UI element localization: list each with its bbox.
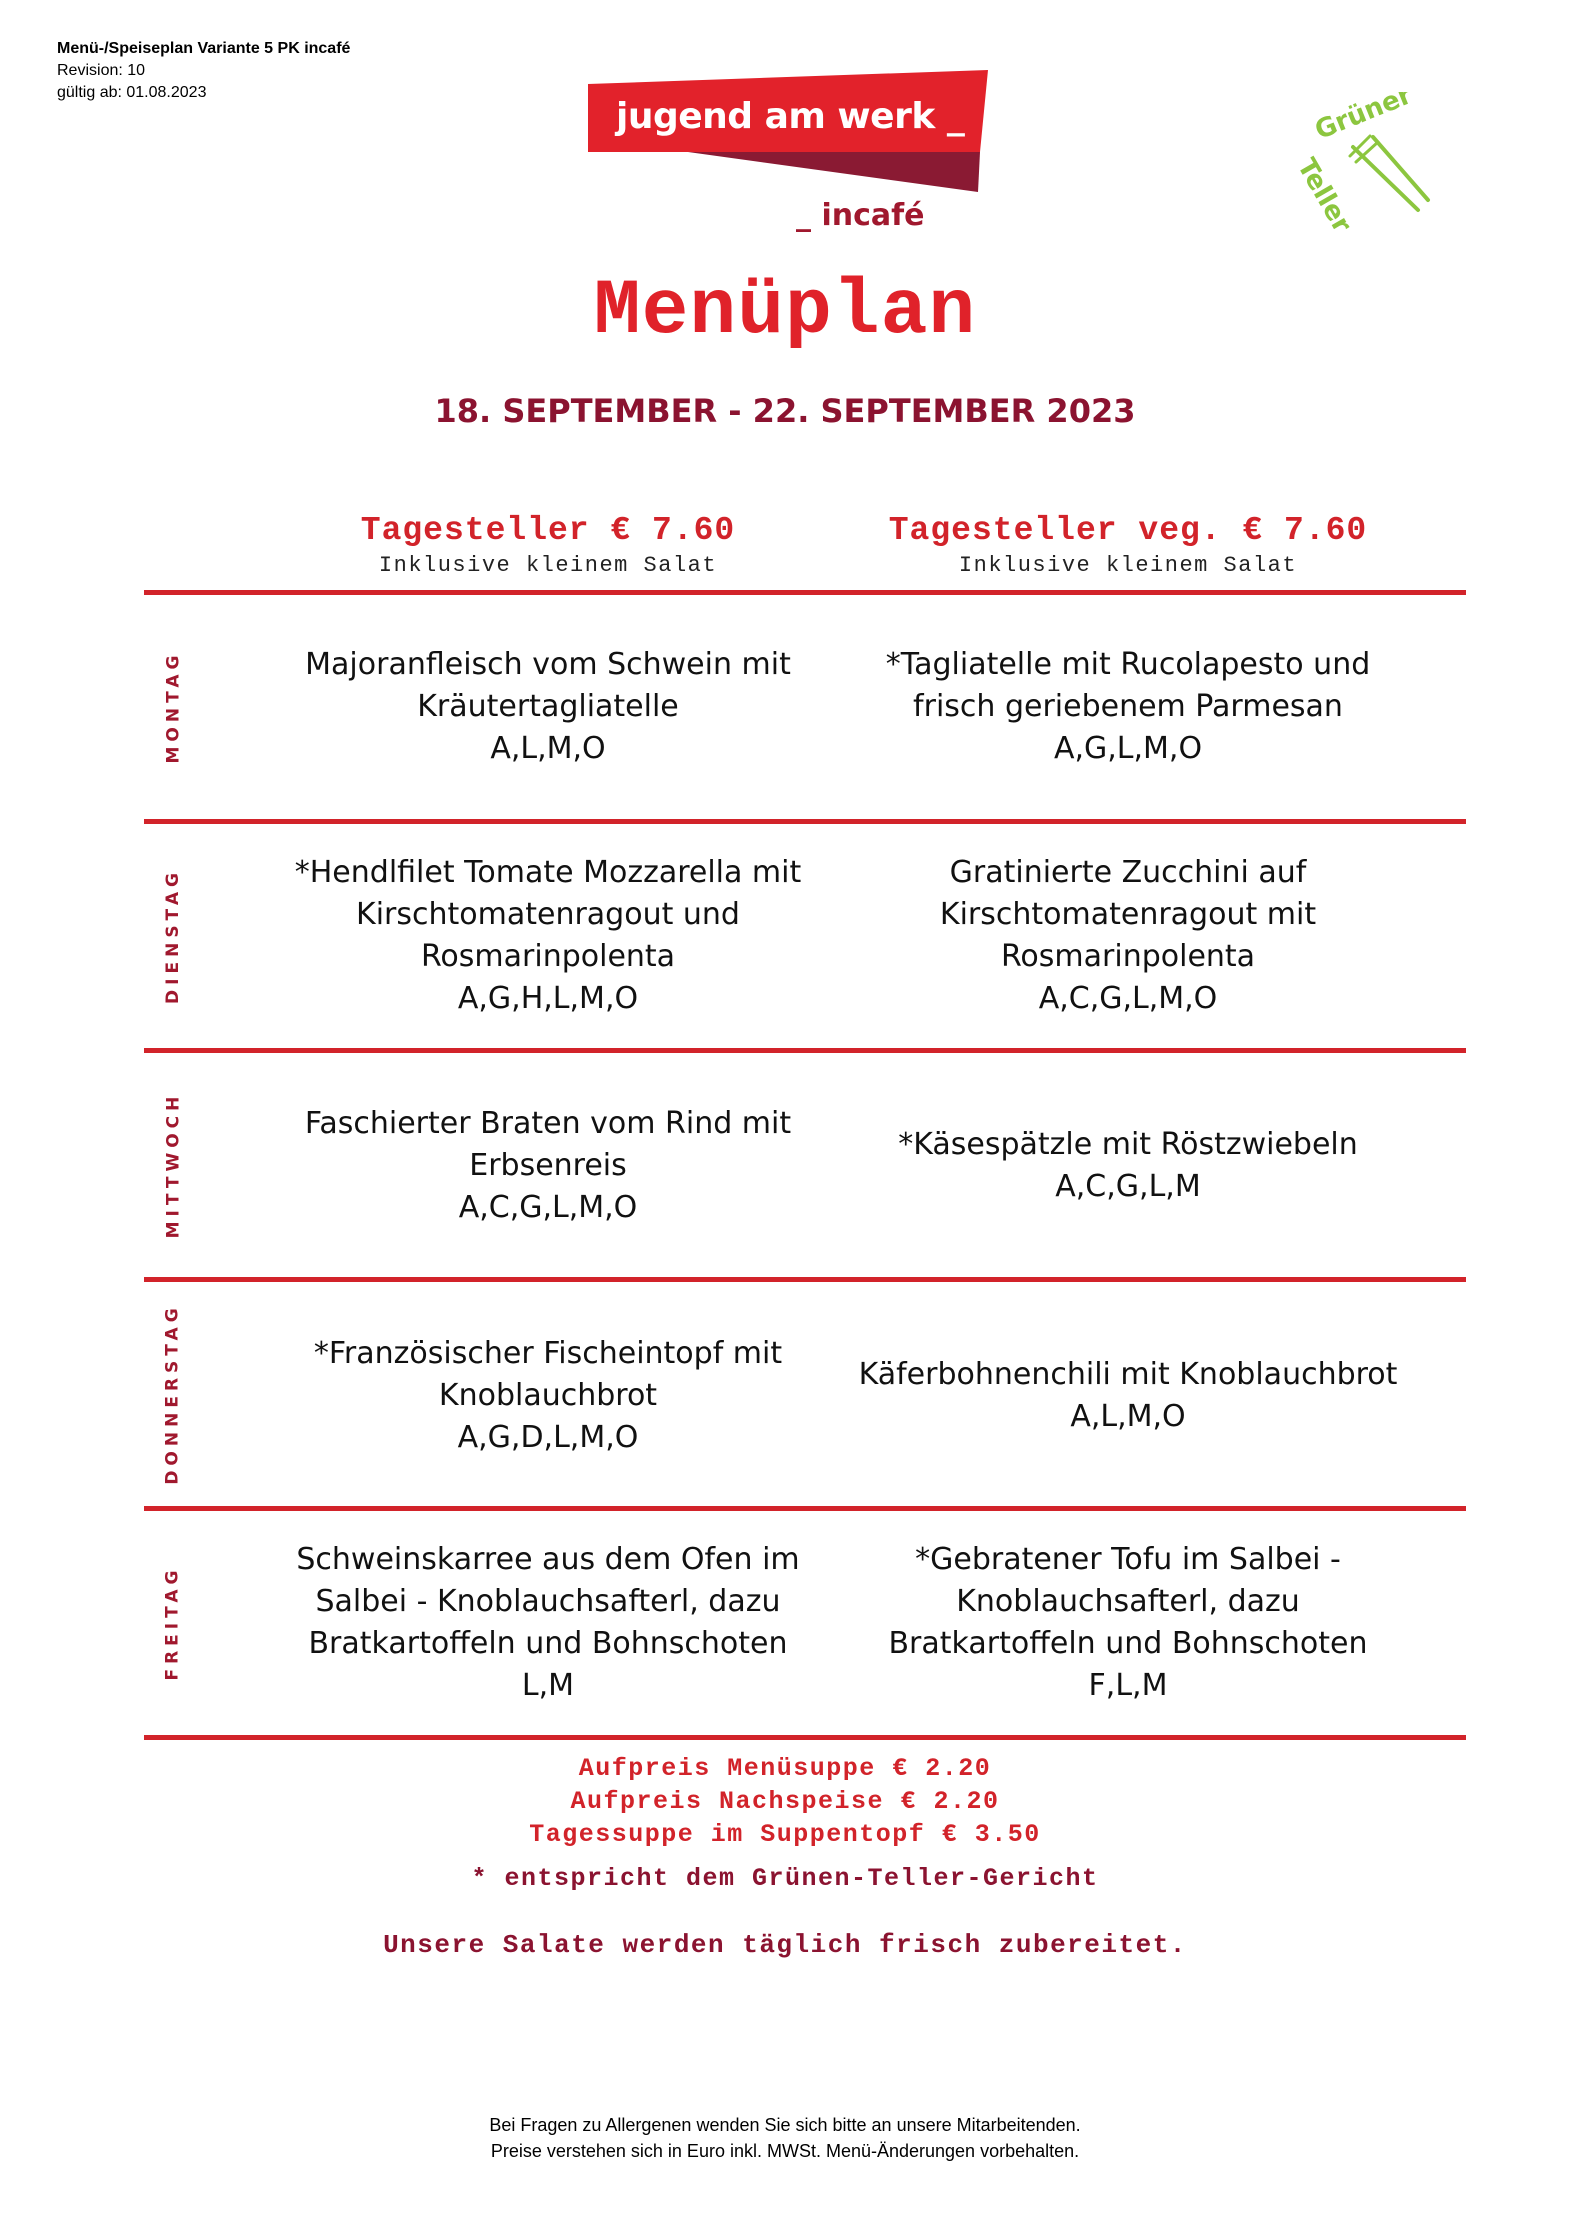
allergen-codes: A,G,L,M,O: [1053, 731, 1203, 766]
allergen-codes: A,C,G,L,M,O: [1038, 981, 1218, 1016]
allergen-codes: F,L,M: [1088, 1668, 1168, 1703]
dish-name: *Hendlfilet Tomate Mozzarella mit Kirschtomatenragout und Rosmarinpolenta: [294, 855, 802, 974]
veg-dish-cell: [848, 830, 1408, 1042]
gruener-teller-icon: [1278, 92, 1438, 232]
veg-dish-cell: [848, 612, 1408, 802]
day-label: MONTAG: [163, 650, 184, 764]
day-label: MITTWOCH: [163, 1091, 184, 1239]
allergen-codes: A,C,G,L,M: [1055, 1169, 1201, 1204]
veg-dish-cell: [848, 1515, 1408, 1731]
green-plate-note: * entspricht dem Grünen-Teller-Gericht: [471, 1864, 1099, 1893]
footer-line: Bei Fragen zu Allergenen wenden Sie sich bitte an unsere Mitarbeitenden.: [489, 2115, 1081, 2135]
day-label: FREITAG: [163, 1565, 183, 1681]
divider: [144, 1506, 1466, 1511]
footer-line: Preise verstehen sich in Euro inkl. MWSt. Menü-Änderungen vorbehalten.: [490, 2141, 1080, 2161]
allergen-codes: A,G,H,L,M,O: [457, 981, 639, 1016]
dish-name: *Französischer Fischeintopf mit Knoblauchbrot: [313, 1336, 783, 1413]
allergen-codes: A,L,M,O: [1070, 1399, 1186, 1434]
logo-brand-text: jugend am werk _: [616, 96, 965, 137]
allergen-codes: L,M: [521, 1668, 575, 1703]
dish-name: Schweinskarree aus dem Ofen im Salbei - Knoblauchsafterl, dazu Bratkartoffeln und Bohnschoten: [296, 1542, 800, 1661]
logo-sub-text: _ incafé: [796, 198, 925, 233]
meat-dish-cell: [268, 1290, 828, 1502]
footer: [0, 2112, 1570, 2164]
column-subheading: Inklusive kleinem Salat: [958, 553, 1298, 578]
divider: [144, 819, 1466, 824]
allergen-codes: A,C,G,L,M,O: [458, 1190, 638, 1225]
dish-name: *Gebratener Tofu im Salbei - Knoblauchsafterl, dazu Bratkartoffeln und Bohnschoten: [888, 1542, 1368, 1661]
day-label: DONNERSTAG: [163, 1303, 184, 1485]
revision-text: Revision: 10: [57, 62, 146, 79]
divider: [144, 1048, 1466, 1053]
column-header-veg: [848, 512, 1408, 578]
column-heading: Tagesteller € 7.60: [360, 512, 736, 549]
veg-dish-cell: [848, 1060, 1408, 1272]
jugend-am-werk-logo: [588, 70, 993, 245]
allergen-codes: A,G,D,L,M,O: [457, 1420, 639, 1455]
veg-dish-cell: [848, 1290, 1408, 1502]
column-subheading: Inklusive kleinem Salat: [378, 553, 718, 578]
divider: [144, 1735, 1466, 1740]
document-title: Menü-/Speiseplan Variante 5 PK incafé: [57, 40, 351, 57]
surcharge-list: [0, 1752, 1570, 1851]
dish-name: Faschierter Braten vom Rind mit Erbsenreis: [304, 1106, 792, 1183]
salad-fresh-note: Unsere Salate werden täglich frisch zubereitet.: [383, 1930, 1187, 1960]
column-header-meat: [268, 512, 828, 578]
gruener-teller-badge: [1278, 92, 1438, 232]
valid-from-text: gültig ab: 01.08.2023: [57, 84, 207, 101]
badge-line1: Grüner: [1310, 92, 1417, 146]
meat-dish-cell: [268, 1060, 828, 1272]
surcharge-item: Aufpreis Nachspeise € 2.20: [570, 1787, 1000, 1816]
divider: [144, 590, 1466, 595]
surcharge-item: Aufpreis Menüsuppe € 2.20: [578, 1754, 992, 1783]
document-meta: [57, 38, 350, 104]
day-label: DIENSTAG: [163, 868, 184, 1004]
surcharge-item: Tagessuppe im Suppentopf € 3.50: [529, 1820, 1041, 1849]
meat-dish-cell: [268, 1515, 828, 1731]
dish-name: Käferbohnenchili mit Knoblauchbrot: [858, 1357, 1398, 1392]
dish-name: *Tagliatelle mit Rucolapesto und frisch geriebenem Parmesan: [885, 647, 1371, 724]
dish-name: Majoranfleisch vom Schwein mit Kräutertagliatelle: [305, 647, 791, 724]
meat-dish-cell: [268, 830, 828, 1042]
meat-dish-cell: [268, 612, 828, 802]
page-title: Menüplan: [593, 268, 977, 356]
badge-line2: Teller: [1290, 153, 1358, 232]
date-range: 18. SEPTEMBER - 22. SEPTEMBER 2023: [434, 392, 1136, 430]
divider: [144, 1277, 1466, 1282]
allergen-codes: A,L,M,O: [490, 731, 606, 766]
dish-name: *Käsespätzle mit Röstzwiebeln: [898, 1127, 1358, 1162]
dish-name: Gratinierte Zucchini auf Kirschtomatenragout mit Rosmarinpolenta: [939, 855, 1317, 974]
column-heading: Tagesteller veg. € 7.60: [888, 512, 1368, 549]
